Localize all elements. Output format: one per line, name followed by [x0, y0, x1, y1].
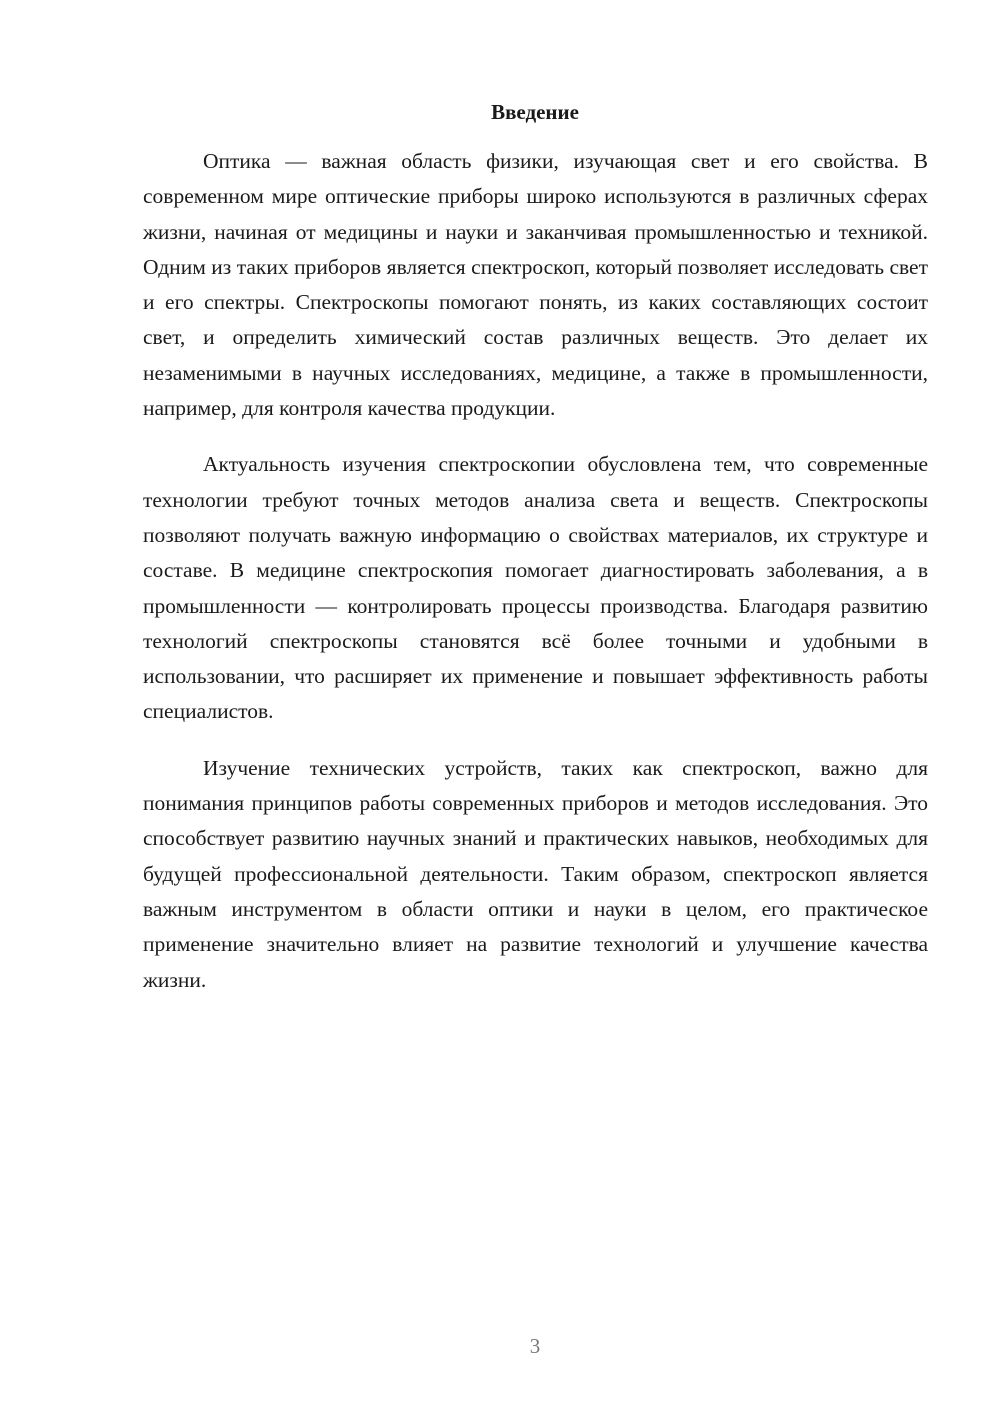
paragraph-conclusion: Изучение технических устройств, таких как спектроскоп, важно для понимания принципов работы современных приборов и методов исследования. Это способствует развитию научных знаний и практических навыков, необходимых для будущей профессиональной деятельности. Таким образом, спектроскоп является важным инструментом в области оптики и науки в целом, его практическое применение значительно влияет на развитие технологий и улучшение качества жизни.	[143, 755, 928, 992]
paragraph-intro: Оптика — важная область физики, изучающая свет и его свойства. В современном мире оптические приборы широко используются в различных сферах жизни, начиная от медицины и науки и заканчивая промышленностью и техникой. Одним из таких приборов является спектроскоп, который позволяет исследовать свет и его спектры. Спектроскопы помогают понять, из каких составляющих состоит свет, и определить химический состав различных веществ. Это делает их незаменимыми в научных исследованиях, медицине, а также в промышленности, например, для контроля качества продукции.	[143, 149, 928, 421]
body-text	[143, 144, 928, 1019]
paragraph-relevance: Актуальность изучения спектроскопии обусловлена тем, что современные технологии требуют точных методов анализа света и веществ. Спектроскопы позволяют получать важную информацию о свойствах материалов, их структуре и составе. В медицине спектроскопия помогает диагностировать заболевания, а в промышленности — контролировать процессы производства. Благодаря развитию технологий спектроскопы становятся всё более точными и удобными в использовании, что расширяет их применение и повышает эффективность работы специалистов.	[143, 452, 928, 724]
section-heading: Введение	[491, 100, 579, 124]
page-number: 3	[529, 1334, 541, 1358]
